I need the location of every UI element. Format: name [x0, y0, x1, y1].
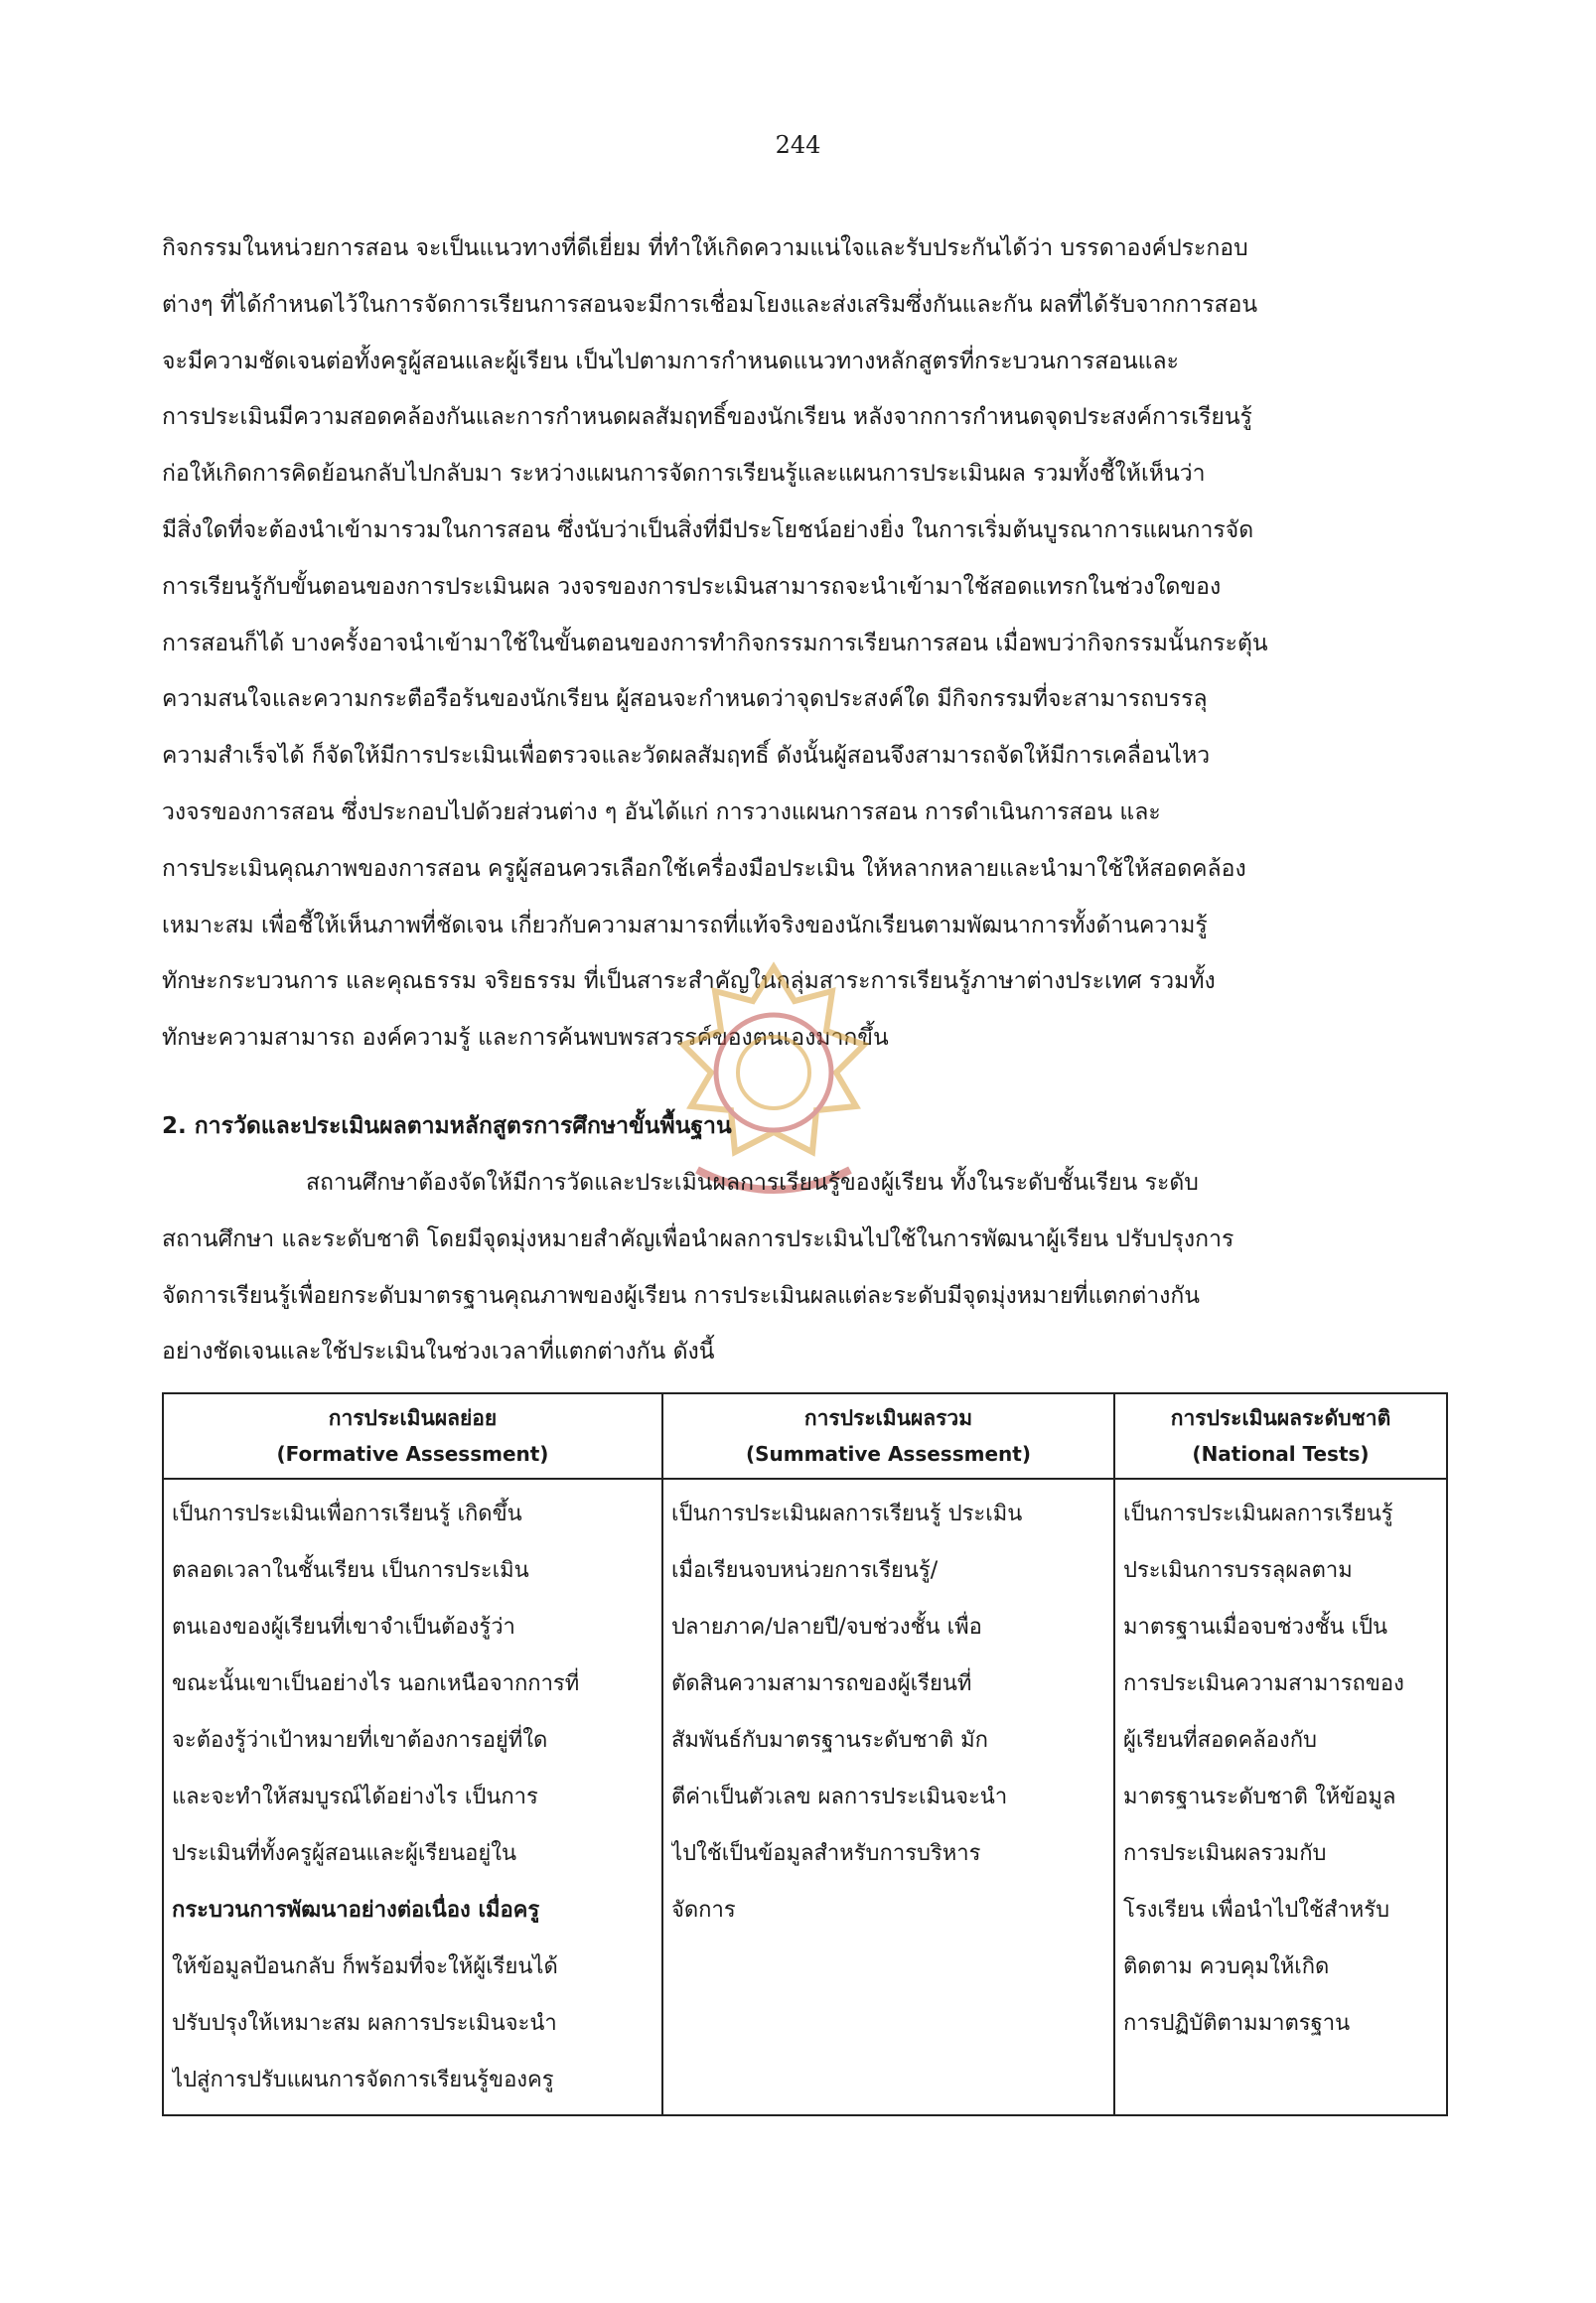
table-row — [163, 1479, 1447, 2115]
header-national — [1114, 1393, 1447, 1479]
cell-line: ปลายภาค/ปลายปี/จบช่วงชั้น เพื่อ — [671, 1615, 982, 1640]
header-thai: การประเมินผลระดับชาติ — [1170, 1406, 1391, 1430]
header-english: (Summative Assessment) — [746, 1442, 1031, 1466]
header-thai: การประเมินผลย่อย — [328, 1406, 498, 1430]
cell-line: เมื่อเรียนจบหน่วยการเรียนรู้/ — [671, 1558, 939, 1583]
paragraph-line: ทักษะกระบวนการ และคุณธรรม จริยธรรม ที่เป็นสาระสำคัญในกลุ่มสาระการเรียนรู้ภาษาต่างประเทศ รวมทั้ง — [162, 968, 1216, 995]
cell-formative — [163, 1479, 662, 2115]
paragraph-line: ต่างๆ ที่ได้กำหนดไว้ในการจัดการเรียนการสอนจะมีการเชื่อมโยงและส่งเสริมซึ่งกันและกัน ผลที่ได้รับจากการสอน — [162, 291, 1258, 318]
paragraph-line: การประเมินมีความสอดคล้องกันและการกำหนดผลสัมฤทธิ์ของนักเรียน หลังจากการกำหนดจุดประสงค์การเรียนรู้ — [162, 404, 1252, 431]
header-english: (Formative Assessment) — [276, 1442, 549, 1466]
paragraph-line: เหมาะสม เพื่อชี้ให้เห็นภาพที่ชัดเจน เกี่ยวกับความสามารถที่แท้จริงของนักเรียนตามพัฒนาการทั้งด้านความรู้ — [162, 912, 1208, 938]
header-english: (National Tests) — [1192, 1442, 1370, 1466]
header-formative — [163, 1393, 662, 1479]
section-heading: 2. การวัดและประเมินผลตามหลักสูตรการศึกษาขั้นพื้นฐาน — [162, 1113, 732, 1139]
cell-line: เป็นการประเมินผลการเรียนรู้ ประเมิน — [671, 1502, 1023, 1526]
cell-line: ขณะนั้นเขาเป็นอย่างไร นอกเหนือจากการที่ — [172, 1671, 580, 1696]
cell-summative — [662, 1479, 1114, 2115]
cell-line: ไปใช้เป็นข้อมูลสำหรับการบริหาร — [671, 1841, 981, 1866]
cell-line: จะต้องรู้ว่าเป้าหมายที่เขาต้องการอยู่ที่ใด — [172, 1728, 548, 1753]
cell-line: ให้ข้อมูลป้อนกลับ ก็พร้อมที่จะให้ผู้เรียนได้ — [172, 1954, 558, 1979]
paragraph-line: สถานศึกษาต้องจัดให้มีการวัดและประเมินผลการเรียนรู้ของผู้เรียน ทั้งในระดับชั้นเรียน ระดับ — [306, 1170, 1199, 1196]
cell-line: จัดการ — [671, 1898, 736, 1923]
cell-line: ไปสู่การปรับแผนการจัดการเรียนรู้ของครู — [172, 2068, 554, 2092]
paragraph-line: อย่างชัดเจนและใช้ประเมินในช่วงเวลาที่แตกต่างกัน ดังนี้ — [162, 1339, 715, 1366]
paragraph-line: การเรียนรู้กับขั้นตอนของการประเมินผล วงจรของการประเมินสามารถจะนำเข้ามาใช้สอดแทรกในช่วงใดของ — [162, 573, 1222, 600]
paragraph-line: สถานศึกษา และระดับชาติ โดยมีจุดมุ่งหมายสำคัญเพื่อนำผลการประเมินไปใช้ในการพัฒนาผู้เรียน ปรับปรุงการ — [162, 1225, 1234, 1252]
cell-line: ตัดสินความสามารถของผู้เรียนที่ — [671, 1671, 972, 1696]
paragraph-line: การประเมินคุณภาพของการสอน ครูผู้สอนควรเลือกใช้เครื่องมือประเมิน ให้หลากหลายและนำมาใช้ให้สอดคล้อง — [162, 855, 1246, 882]
cell-national — [1114, 1479, 1447, 2115]
cell-line: ตลอดเวลาในชั้นเรียน เป็นการประเมิน — [172, 1558, 529, 1583]
paragraph-line: จัดการเรียนรู้เพื่อยกระดับมาตรฐานคุณภาพของผู้เรียน การประเมินผลแต่ละระดับมีจุดมุ่งหมายที่แตกต่างกัน — [162, 1282, 1201, 1309]
paragraph-line: วงจรของการสอน ซึ่งประกอบไปด้วยส่วนต่าง ๆ อันได้แก่ การวางแผนการสอน การดำเนินการสอน และ — [162, 798, 1161, 825]
cell-line: ผู้เรียนที่สอดคล้องกับ — [1123, 1728, 1318, 1753]
paragraph-line: ความสนใจและความกระตือรือร้นของนักเรียน ผู้สอนจะกำหนดว่าจุดประสงค์ใด มีกิจกรรมที่จะสามารถบรรลุ — [162, 686, 1208, 713]
paragraph-line: การสอนก็ได้ บางครั้งอาจนำเข้ามาใช้ในขั้นตอนของการทำกิจกรรมการเรียนการสอน เมื่อพบว่ากิจกรรมนั้นกระตุ้น — [162, 630, 1268, 656]
paragraph-line: ทักษะความสามารถ องค์ความรู้ และการค้นพบพรสวรรค์ของตนเองมากขึ้น — [162, 1025, 889, 1052]
section-paragraph — [162, 1158, 1369, 1383]
cell-line: ตีค่าเป็นตัวเลข ผลการประเมินจะนำ — [671, 1785, 1008, 1809]
paragraph-line: กิจกรรมในหน่วยการสอน จะเป็นแนวทางที่ดีเยี่ยม ที่ทำให้เกิดความแน่ใจและรับประกันได้ว่า บรรดาองค์ประกอบ — [162, 235, 1248, 261]
header-thai: การประเมินผลรวม — [803, 1406, 973, 1430]
cell-line: เป็นการประเมินเพื่อการเรียนรู้ เกิดขึ้น — [172, 1502, 522, 1526]
paragraph-line: จะมีความชัดเจนต่อทั้งครูผู้สอนและผู้เรียน เป็นไปตามการกำหนดแนวทางหลักสูตรที่กระบวนการสอนและ — [162, 348, 1179, 374]
page-number: 244 — [775, 131, 821, 159]
header-summative — [662, 1393, 1114, 1479]
cell-line: ประเมินที่ทั้งครูผู้สอนและผู้เรียนอยู่ใน — [172, 1841, 517, 1866]
table-header-row — [163, 1393, 1447, 1479]
paragraph-line: ก่อให้เกิดการคิดย้อนกลับไปกลับมา ระหว่างแผนการจัดการเรียนรู้และแผนการประเมินผล รวมทั้งชี้ให้เห็นว่า — [162, 461, 1206, 488]
cell-line: ปรับปรุงให้เหมาะสม ผลการประเมินจะนำ — [172, 2011, 557, 2036]
cell-line: กระบวนการพัฒนาอย่างต่อเนื่อง เมื่อครู — [172, 1898, 540, 1923]
cell-line: การปฏิบัติตามมาตรฐาน — [1123, 2011, 1351, 2036]
cell-line: การประเมินความสามารถของ — [1123, 1671, 1404, 1696]
cell-line: ตนเองของผู้เรียนที่เขาจำเป็นต้องรู้ว่า — [172, 1615, 515, 1640]
cell-line: การประเมินผลรวมกับ — [1123, 1841, 1327, 1866]
cell-line: โรงเรียน เพื่อนำไปใช้สำหรับ — [1123, 1898, 1390, 1923]
paragraph-line: ความสำเร็จได้ ก็จัดให้มีการประเมินเพื่อตรวจและวัดผลสัมฤทธิ์ ดังนั้นผู้สอนจึงสามารถจัดให้มีการเคลื่อนไหว — [162, 743, 1211, 770]
cell-line: เป็นการประเมินผลการเรียนรู้ — [1123, 1502, 1393, 1526]
cell-line: และจะทำให้สมบูรณ์ได้อย่างไร เป็นการ — [172, 1785, 538, 1809]
paragraph-line: มีสิ่งใดที่จะต้องนำเข้ามารวมในการสอน ซึ่งนับว่าเป็นสิ่งที่มีประโยชน์อย่างยิ่ง ในการเริ่มต้นบูรณาการแผนการจัด — [162, 516, 1254, 543]
cell-line: ประเมินการบรรลุผลตาม — [1123, 1558, 1353, 1583]
cell-line: มาตรฐานเมื่อจบช่วงชั้น เป็น — [1123, 1615, 1388, 1640]
cell-line: สัมพันธ์กับมาตรฐานระดับชาติ มัก — [671, 1728, 988, 1753]
cell-line: มาตรฐานระดับชาติ ให้ข้อมูล — [1123, 1785, 1396, 1809]
cell-line: ติดตาม ควบคุมให้เกิด — [1123, 1954, 1330, 1979]
intro-paragraph — [162, 220, 1369, 1067]
assessment-table — [162, 1392, 1448, 2116]
